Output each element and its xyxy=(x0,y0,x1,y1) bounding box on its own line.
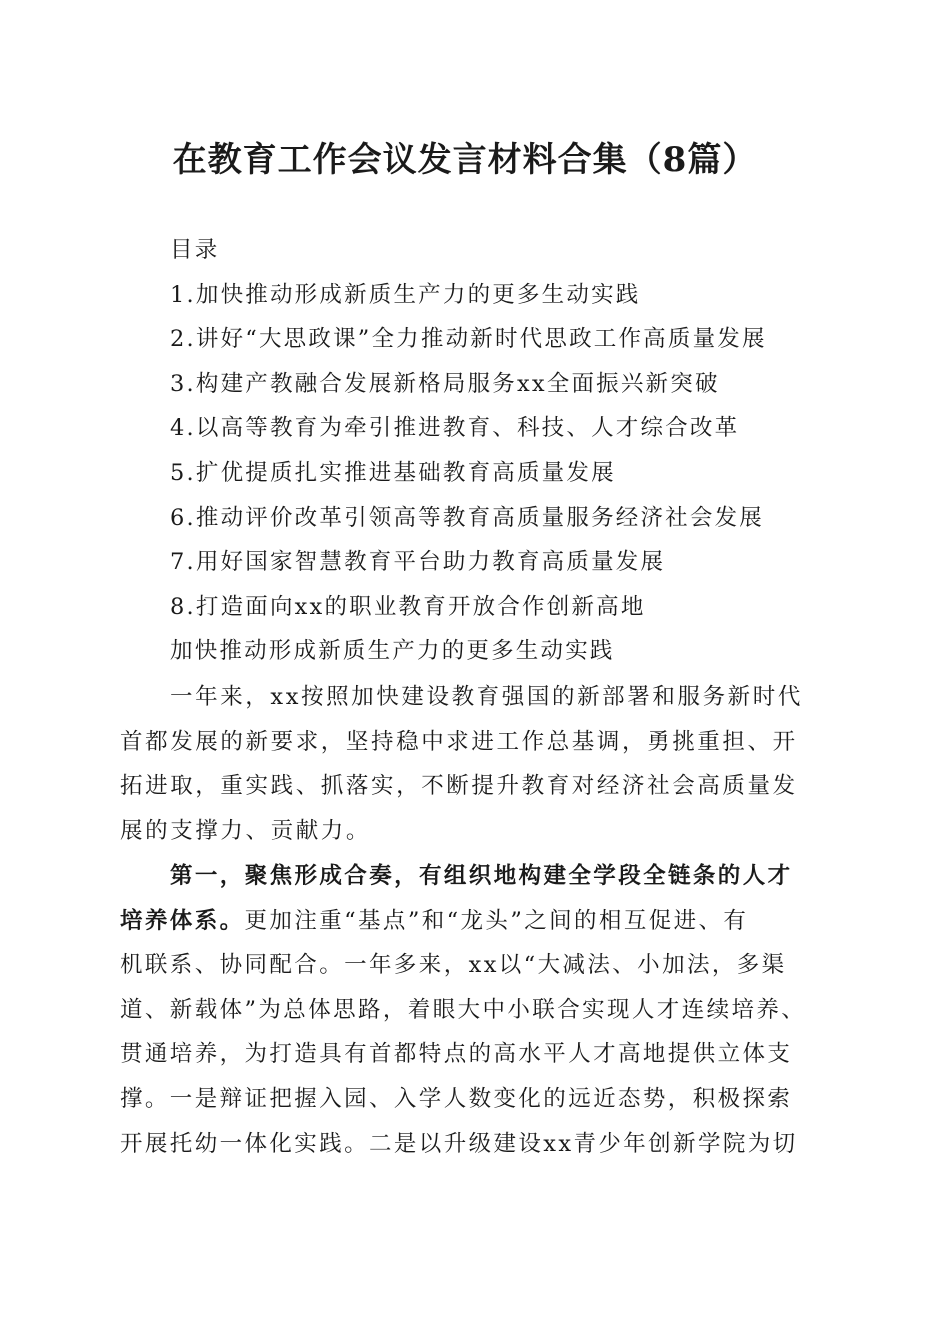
paragraph-text: 更加注重“基点”和“龙头”之间的相互促进、有 xyxy=(244,907,749,934)
paragraph-lead: 培养体系。 xyxy=(120,907,245,934)
article-title: 加快推动形成新质生产力的更多生动实践 xyxy=(170,638,615,665)
document-title: 在教育工作会议发言材料合集（8篇） xyxy=(172,140,758,180)
paragraph-1 xyxy=(120,675,830,853)
paragraph-line: 道、新载体”为总体思路，着眼大中小联合实现人才连续培养、 xyxy=(120,996,807,1023)
toc-item: 8.打造面向xx的职业教育开放合作创新高地 xyxy=(170,593,646,620)
paragraph-line: 拓进取，重实践、抓落实，不断提升教育对经济社会高质量发 xyxy=(120,773,798,800)
paragraph-line: 机联系、协同配合。一年多来，xx以“大减法、小加法，多渠 xyxy=(120,952,787,979)
paragraph-line xyxy=(120,899,830,944)
paragraph-line: 展的支撑力、贡献力。 xyxy=(120,817,372,844)
paragraph-line: 撑。一是辩证把握入园、入学人数变化的远近态势，积极探索 xyxy=(120,1086,793,1113)
toc-item: 2.讲好“大思政课”全力推动新时代思政工作高质量发展 xyxy=(170,326,767,353)
toc-item: 3.构建产教融合发展新格局服务xx全面振兴新突破 xyxy=(170,370,720,397)
toc-item: 6.推动评价改革引领高等教育高质量服务经济社会发展 xyxy=(170,504,764,531)
toc-item: 1.加快推动形成新质生产力的更多生动实践 xyxy=(170,281,641,308)
paragraph-2 xyxy=(120,854,830,1166)
toc-item: 4.以高等教育为牵引推进教育、科技、人才综合改革 xyxy=(170,415,740,442)
article-body xyxy=(120,675,830,1166)
toc-item: 5.扩优提质扎实推进基础教育高质量发展 xyxy=(170,459,616,486)
paragraph-line: 首都发展的新要求，坚持稳中求进工作总基调，勇挑重担、开 xyxy=(120,728,798,755)
paragraph-line: 一年来，xx按照加快建设教育强国的新部署和服务新时代 xyxy=(170,684,803,710)
toc-item: 7.用好国家智慧教育平台助力教育高质量发展 xyxy=(170,549,666,576)
paragraph-line: 开展托幼一体化实践。二是以升级建设xx青少年创新学院为切 xyxy=(120,1130,798,1157)
table-of-contents xyxy=(170,228,870,674)
paragraph-lead: 第一，聚焦形成合奏，有组织地构建全学段全链条的人才 xyxy=(170,863,793,890)
toc-heading: 目录 xyxy=(170,237,220,263)
paragraph-line: 贯通培养，为打造具有首都特点的高水平人才高地提供立体支 xyxy=(120,1041,793,1068)
